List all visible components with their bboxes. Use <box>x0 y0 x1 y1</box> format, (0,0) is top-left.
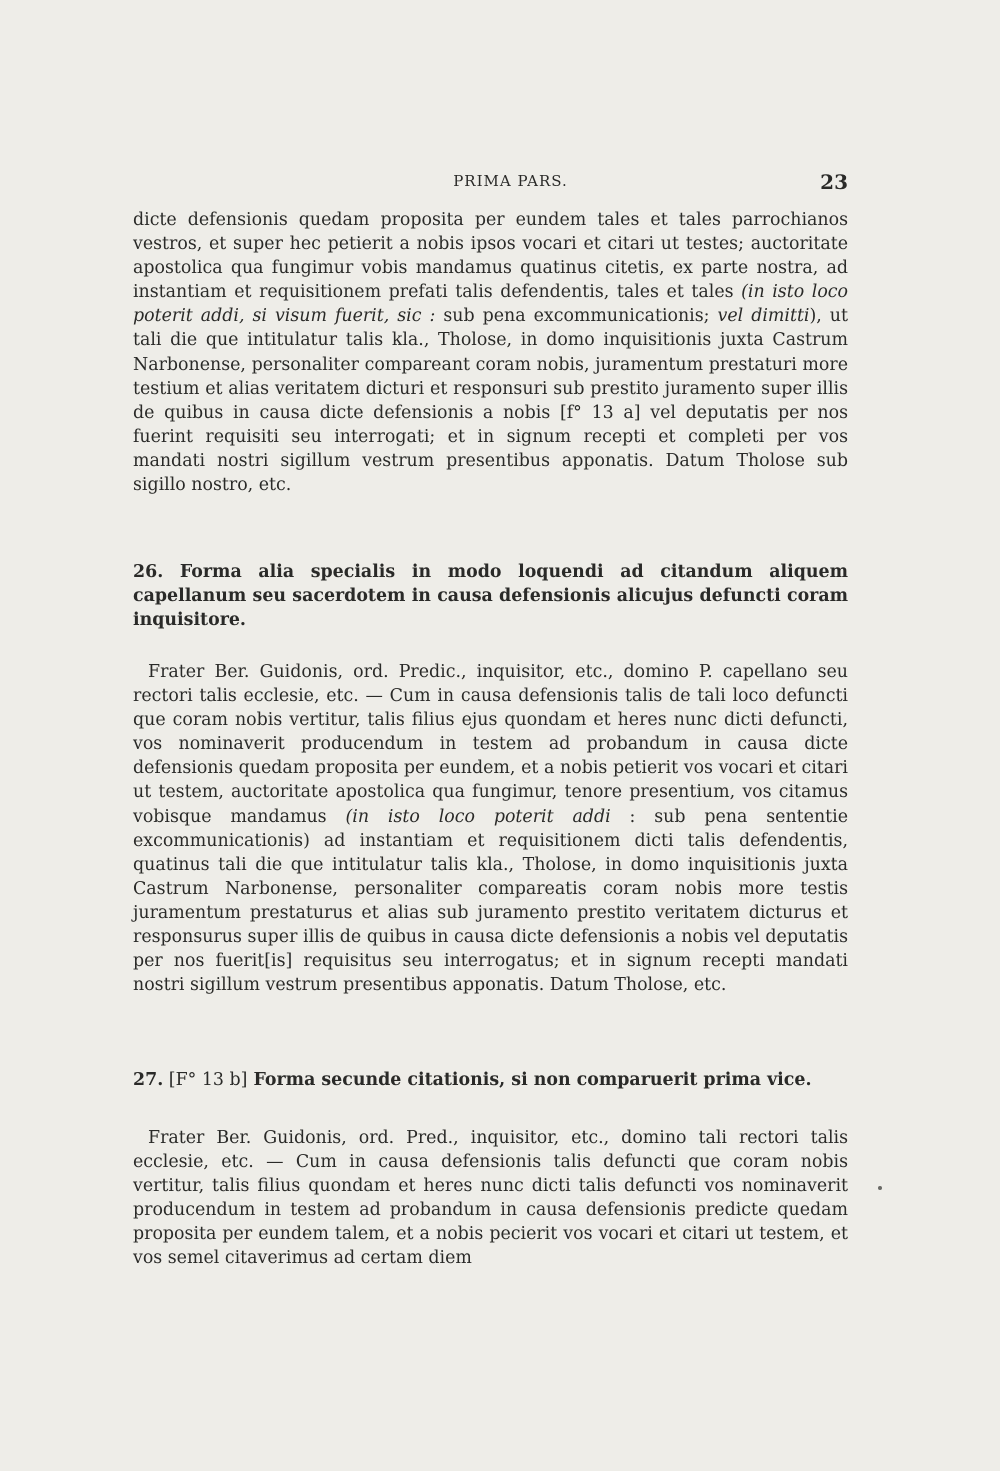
running-head <box>133 170 848 194</box>
paragraph-text: Frater Ber. Guidonis, ord. Pred., inquisitor, etc., domino tali rectori talis ecclesie, etc. — Cum in causa defensionis talis defuncti que coram nobis vertitur, talis filius quondam et heres nunc dicti talis defuncti vos nominaverit producendum in testem ad probandum in causa defensionis predicte quedam proposita per eundem talem, et a nobis pecierit vos vocari et citari ut testem, et vos semel citaverimus ad certam diem <box>133 1128 848 1269</box>
section-heading-27 <box>133 1068 848 1092</box>
italic-note: (in isto loco poterit addi, si visum fuerit, sic : <box>133 282 849 327</box>
print-speck <box>878 1186 882 1190</box>
section-heading-26 <box>133 560 848 632</box>
paragraph-26 <box>133 660 848 997</box>
paragraph-text: dicte defensionis quedam proposita per eundem tales et tales parrochianos vestros, et super hec petierit a nobis ipsos vocari et citari ut testes; auctoritate apostolica qua fungimur vobis mandamus quatinus citetis, ex parte nostra, ad instantiam et requisitionem prefati talis defendentis, tales et tales <box>133 210 848 303</box>
section-number: 27. <box>133 1070 164 1090</box>
paragraph-continuation <box>133 208 848 497</box>
folio-reference: [F° 13 b] <box>163 1070 248 1090</box>
italic-note: vel dimitti <box>717 306 810 327</box>
paragraph-text: : sub pena sententie excommunicationis) ad instantiam et requisitionem dicti talis defendentis, quatinus tali die que intitulatur talis kla., Tholose, in domo inquisitionis juxta Castrum Narbonense, personaliter compareatis coram nobis more testis juramentum prestaturus et alias sub juramento prestito veritatem dicturus et responsurus super illis de quibus in causa dicte defensionis a nobis vel deputatis per nos fuerit[is] requisitus seu interrogatus; et in signum recepti mandati nostri sigillum vestrum presentibus apponatis. Datum Tholose, etc. <box>133 806 848 996</box>
page-number: 23 <box>820 170 848 194</box>
paragraph-text: Frater Ber. Guidonis, ord. Predic., inquisitor, etc., domino P. capellano seu rectori talis ecclesie, etc. — Cum in causa defensionis talis de tali loco defuncti que coram nobis vertitur, talis filius ejus quondam et heres nunc dicti defuncti, vos nominaverit producendum in testem ad probandum in causa dicte defensionis quedam proposita per eundem, et a nobis petierit vos vocari et citari ut testem, auctoritate apostolica qua fungimur, tenore presentium, vos citamus vobisque mandamus <box>133 662 848 827</box>
italic-note: (in isto loco poterit addi <box>345 806 611 827</box>
section-number: 26. <box>133 562 164 582</box>
running-title: PRIMA PARS. <box>453 172 568 190</box>
paragraph-text: ), ut tali die que intitulatur talis kla., Tholose, in domo inquisitionis juxta Castrum Narbonense, personaliter compareant coram nobis, juramentum prestaturi more testium et alias veritatem dicturi et responsuri sub prestito juramento super illis de quibus in causa dicte defensionis a nobis [f° 13 a] vel deputatis per nos fuerint requisiti seu interrogati; et in signum recepti et completi per vos mandati nostri sigillum vestrum presentibus apponatis. Datum Tholose sub sigillo nostro, etc. <box>133 306 848 496</box>
paragraph-27 <box>133 1126 848 1271</box>
section-heading-text: Forma alia specialis in modo loquendi ad citandum aliquem capellanum seu sacerdotem in causa defensionis alicujus defuncti coram inquisitore. <box>133 562 848 631</box>
paragraph-text: sub pena excommunicationis; <box>435 306 718 327</box>
section-heading-text: Forma secunde citationis, si non comparuerit prima vice. <box>247 1070 812 1090</box>
